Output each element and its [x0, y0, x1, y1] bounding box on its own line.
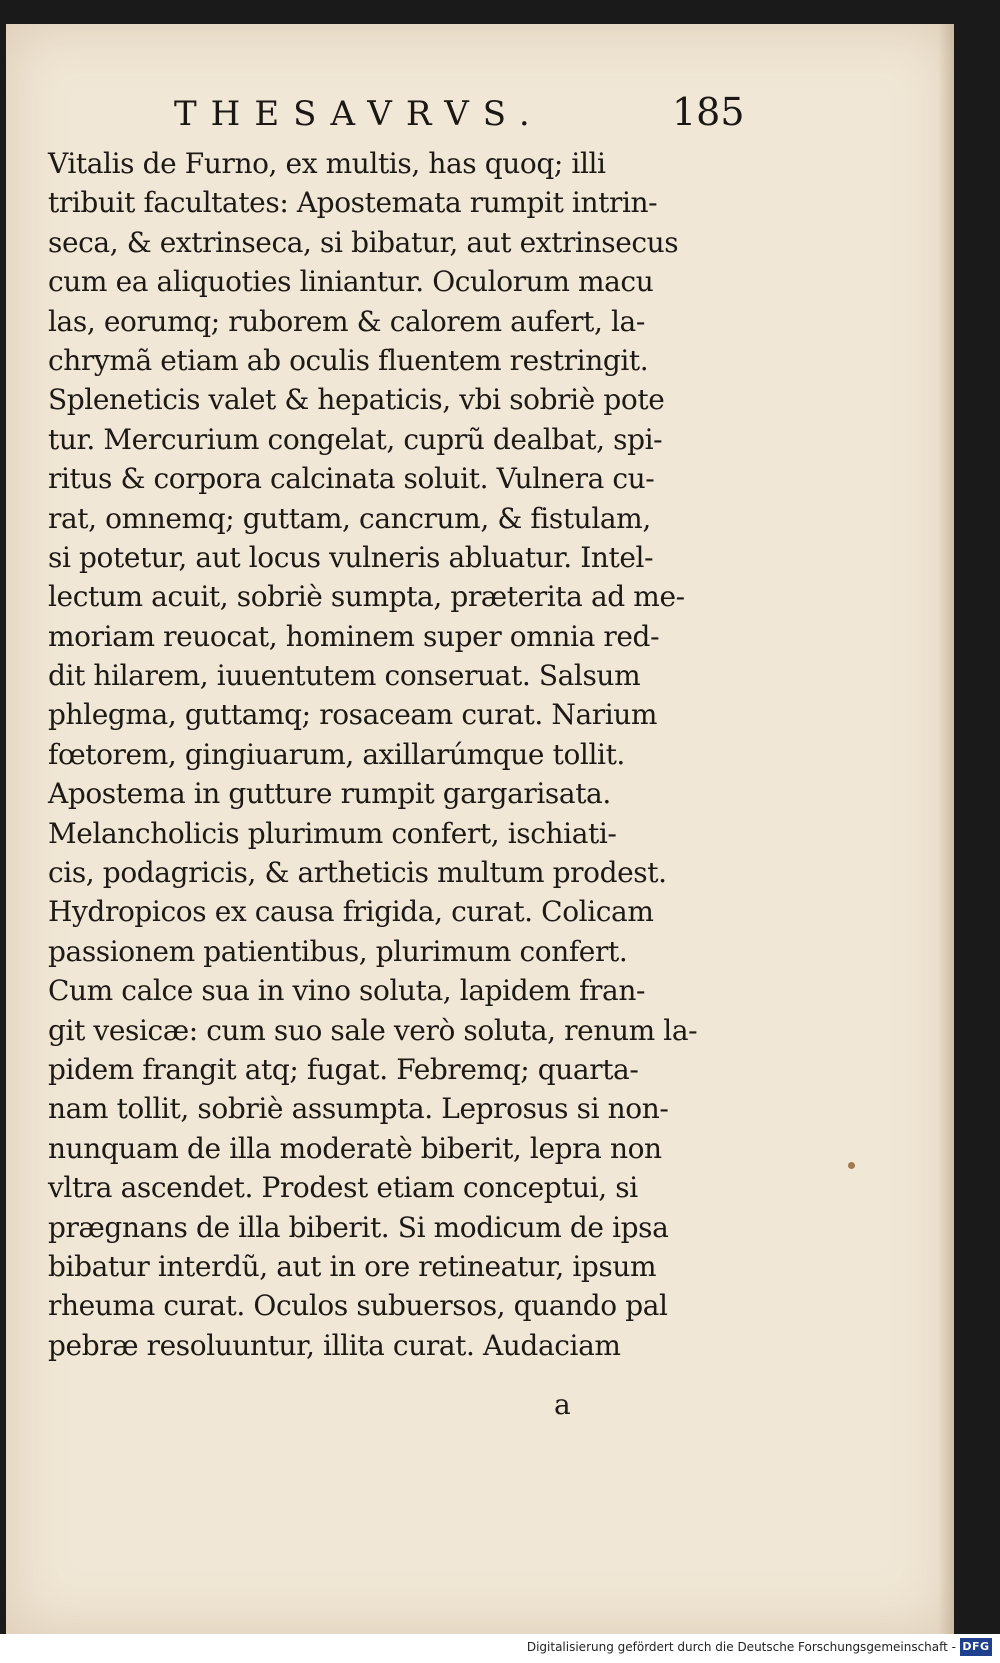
running-title: THESAVRVS.: [174, 94, 544, 134]
text-line: bibatur interdũ, aut in ore retineatur, ipsum: [48, 1249, 657, 1283]
text-line: git vesicæ: cum suo sale verò soluta, renum la-: [48, 1013, 698, 1047]
text-line: fœtorem, gingiuarum, axillarúmque tollit.: [48, 737, 625, 771]
text-line: pidem frangit atq; fugat. Febremq; quarta-: [48, 1052, 639, 1086]
footer-credit-bar: [0, 1634, 1000, 1663]
page-header: [6, 86, 954, 146]
text-line: pebræ resoluuntur, illita curat. Audaciam: [48, 1328, 621, 1362]
catchword: a: [554, 1388, 571, 1421]
text-line: tur. Mercurium congelat, cuprũ dealbat, spi-: [48, 422, 663, 456]
text-line: phlegma, guttamq; rosaceam curat. Narium: [48, 698, 658, 732]
paper-speck: [848, 1162, 855, 1169]
text-line: nunquam de illa moderatè biberit, lepra non: [48, 1131, 662, 1165]
text-line: tribuit facultates: Apostemata rumpit intrin-: [48, 186, 658, 220]
text-line: Melancholicis plurimum confert, ischiati-: [48, 816, 617, 850]
text-line: Spleneticis valet & hepaticis, vbi sobriè pote: [48, 383, 665, 417]
text-line: moriam reuocat, hominem super omnia red-: [48, 619, 660, 653]
text-line: seca, & extrinseca, si bibatur, aut extrinsecus: [48, 225, 679, 259]
text-line: cum ea aliquoties liniantur. Oculorum macu: [48, 265, 654, 299]
text-line: las, eorumq; ruborem & calorem aufert, la-: [48, 304, 645, 338]
text-line: nam tollit, sobriè assumpta. Leprosus si non-: [48, 1092, 669, 1126]
book-page: [6, 24, 954, 1634]
text-line: Cum calce sua in vino soluta, lapidem fran-: [48, 974, 646, 1008]
text-line: rat, omnemq; guttam, cancrum, & fistulam,: [48, 501, 651, 535]
text-line: lectum acuit, sobriè sumpta, præterita ad me-: [48, 580, 685, 614]
text-line: ritus & corpora calcinata soluit. Vulnera cu-: [48, 462, 655, 496]
dfg-logo: DFG: [960, 1638, 992, 1656]
page-number: 185: [672, 90, 745, 134]
text-line: chrymã etiam ab oculis fluentem restringit.: [48, 343, 649, 377]
body-text: [48, 144, 728, 1365]
text-line: Apostema in gutture rumpit gargarisata.: [48, 777, 611, 811]
text-line: Hydropicos ex causa frigida, curat. Colicam: [48, 895, 654, 929]
text-line: rheuma curat. Oculos subuersos, quando pal: [48, 1289, 668, 1323]
text-line: passionem patientibus, plurimum confert.: [48, 934, 628, 968]
text-line: si potetur, aut locus vulneris abluatur. Intel-: [48, 540, 654, 574]
text-line: cis, podagricis, & artheticis multum prodest.: [48, 856, 667, 890]
text-line: dit hilarem, iuuentutem conseruat. Salsum: [48, 659, 641, 693]
page-edge-shadow: [938, 24, 954, 1634]
funding-credit: Digitalisierung gefördert durch die Deutsche Forschungsgemeinschaft -: [526, 1640, 956, 1654]
text-line: prægnans de illa biberit. Si modicum de ipsa: [48, 1210, 669, 1244]
text-line: vltra ascendet. Prodest etiam conceptui, si: [48, 1171, 638, 1205]
text-line: Vitalis de Furno, ex multis, has quoq; illi: [48, 147, 606, 180]
